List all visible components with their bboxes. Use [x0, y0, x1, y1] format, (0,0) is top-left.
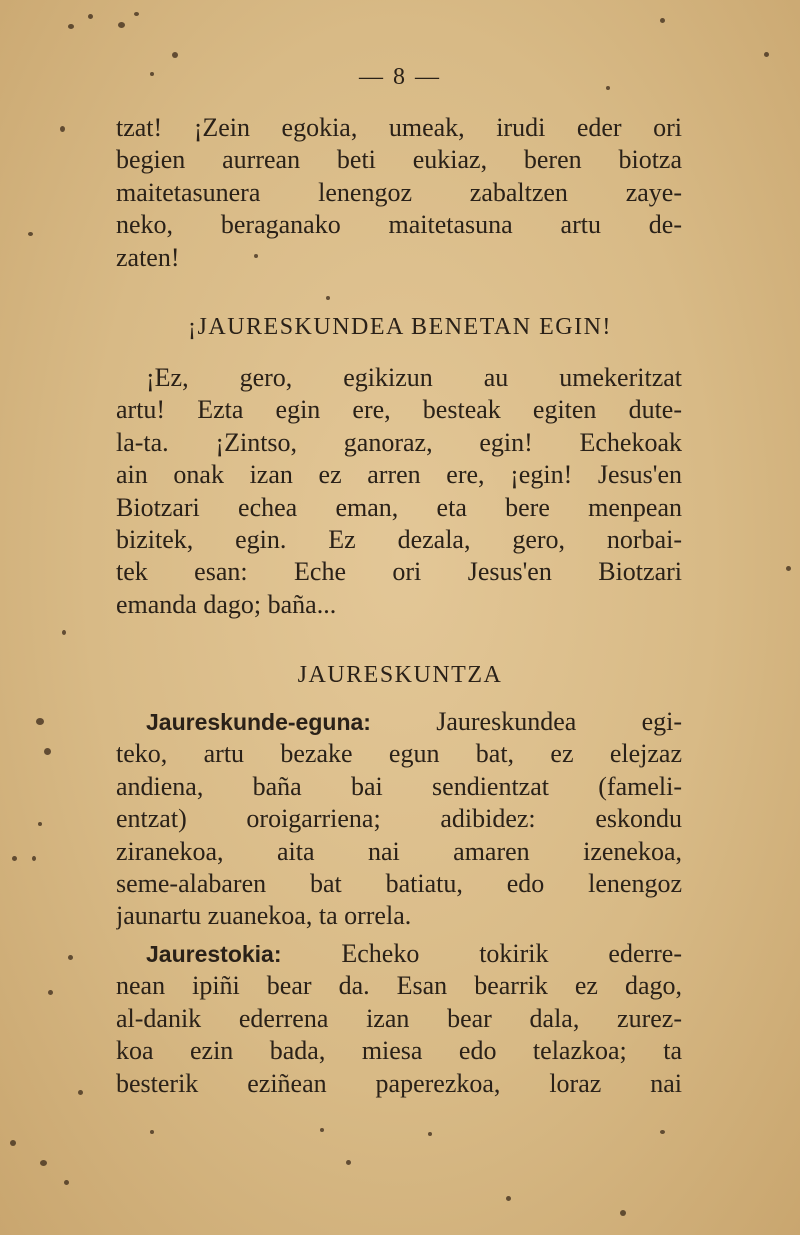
ink-speck — [32, 856, 36, 861]
term-label: Jaureskunde-eguna: — [146, 709, 371, 735]
text-line — [116, 706, 682, 738]
text-line: al-danik ederrena izan bear dala, zurez- — [116, 1003, 682, 1033]
text-line: seme-alabaren bat batiatu, edo lenengoz — [116, 869, 682, 899]
text-line: maitetasunera lenengoz zabaltzen zaye- — [116, 177, 682, 207]
text-line: ain onak izan ez arren ere, ¡egin! Jesus'en — [116, 460, 682, 490]
paragraph-body — [116, 362, 682, 621]
ink-speck — [62, 630, 66, 635]
text-line: emanda dago; baña... — [116, 589, 337, 619]
ink-speck — [10, 1140, 16, 1146]
section-heading: JAURESKUNTZA — [297, 662, 503, 688]
text-line: neko, beraganako maitetasuna artu de- — [116, 210, 682, 240]
paragraph-body — [116, 706, 682, 933]
ink-speck — [48, 990, 53, 995]
text-line: tzat! ¡Zein egokia, umeak, irudi eder ori — [116, 113, 682, 142]
ink-speck — [134, 12, 139, 16]
ink-speck — [60, 126, 65, 132]
text-run: Jaureskundea egi- — [370, 707, 682, 736]
ink-speck — [620, 1210, 626, 1216]
ink-speck — [64, 1180, 69, 1185]
ink-speck — [660, 18, 665, 23]
ink-speck — [172, 52, 178, 58]
paragraph-body — [116, 938, 682, 1100]
text-line: artu! Ezta egin ere, besteak egiten dute- — [116, 395, 682, 425]
text-run: Echeko tokirik ederre- — [281, 939, 682, 968]
text-line: bizitek, egin. Ez dezala, gero, norbai- — [116, 525, 682, 555]
ink-speck — [12, 856, 17, 861]
text-line: andiena, baña bai sendientzat (fameli- — [116, 771, 682, 801]
ink-speck — [78, 1090, 83, 1095]
ink-speck — [506, 1196, 511, 1201]
ink-speck — [88, 14, 93, 19]
term-label: Jaurestokia: — [146, 941, 282, 967]
text-line: Biotzari echea eman, eta bere menpean — [116, 492, 682, 522]
section-heading: ¡JAURESKUNDEA BENETAN EGIN! — [188, 314, 612, 340]
ink-speck — [68, 955, 73, 960]
text-line: ¡Ez, gero, egikizun au umekeritzat — [146, 363, 682, 392]
text-line: tek esan: Eche ori Jesus'en Biotzari — [116, 557, 682, 587]
text-line: ziranekoa, aita nai amaren izenekoa, — [116, 836, 682, 866]
ink-speck — [40, 1160, 47, 1166]
ink-speck — [150, 1130, 154, 1134]
text-line: zaten! — [116, 242, 180, 272]
text-line: nean ipiñi bear da. Esan bearrik ez dago, — [116, 971, 682, 1001]
ink-speck — [28, 232, 33, 236]
ink-speck — [326, 296, 330, 300]
ink-speck — [320, 1128, 324, 1132]
text-line: jaunartu zuanekoa, ta orrela. — [116, 901, 412, 931]
text-line: entzat) oroigarriena; adibidez: eskondu — [116, 804, 682, 834]
ink-speck — [44, 748, 51, 755]
ink-speck — [428, 1132, 432, 1136]
text-line: la-ta. ¡Zintso, ganoraz, egin! Echekoak — [116, 427, 682, 457]
text-line: teko, artu bezake egun bat, ez elejzaz — [116, 739, 682, 769]
text-line: besterik eziñean paperezkoa, loraz nai — [116, 1068, 682, 1098]
ink-speck — [68, 24, 74, 29]
text-line: begien aurrean beti eukiaz, beren biotza — [116, 145, 682, 175]
page-number: — 8 — — [359, 64, 441, 90]
paragraph-intro — [116, 112, 682, 274]
ink-speck — [38, 822, 42, 826]
text-line: koa ezin bada, miesa edo telazkoa; ta — [116, 1036, 682, 1066]
ink-speck — [786, 566, 791, 571]
ink-speck — [346, 1160, 351, 1165]
ink-speck — [36, 718, 44, 725]
text-line — [116, 938, 682, 970]
ink-speck — [764, 52, 769, 57]
ink-speck — [118, 22, 125, 28]
ink-speck — [660, 1130, 665, 1134]
